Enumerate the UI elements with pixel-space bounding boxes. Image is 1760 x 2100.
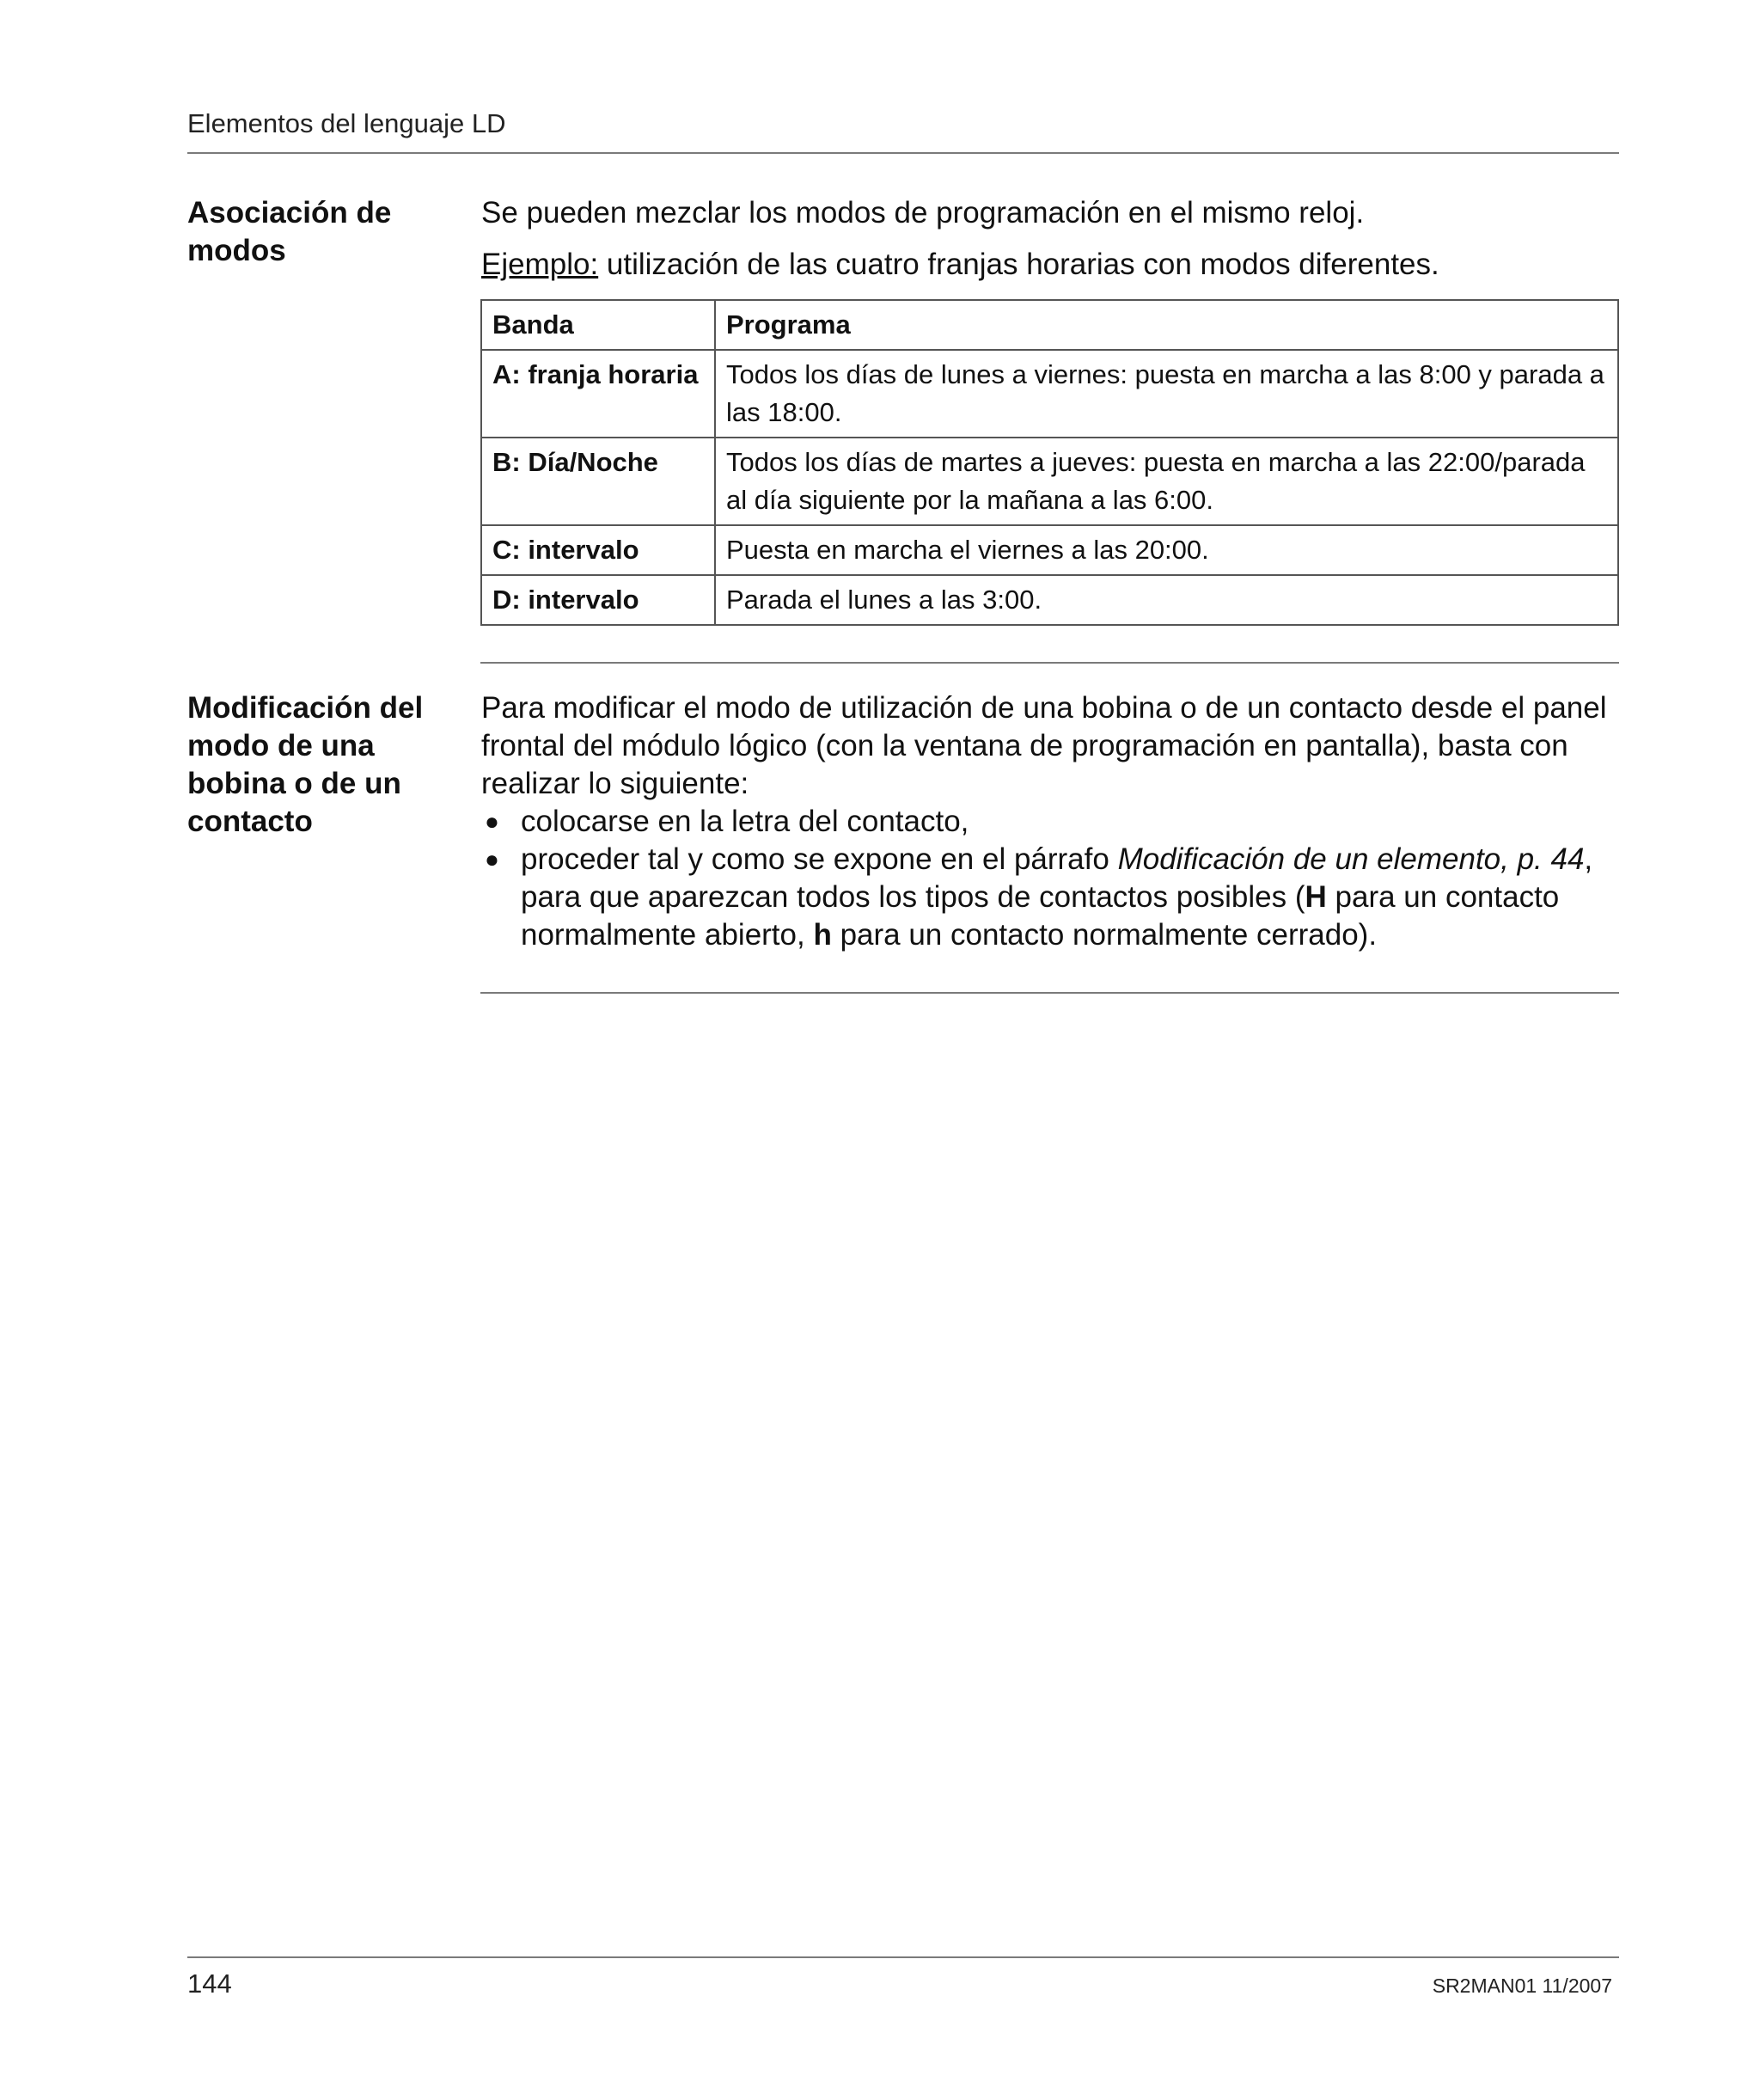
band-cell: B: Día/Noche: [481, 438, 715, 525]
bullet-icon: ●: [485, 846, 499, 872]
closed-contact-symbol: h: [813, 918, 832, 952]
step-text: para un contacto normalmente cerrado).: [831, 918, 1378, 952]
heading-line: contacto: [187, 805, 313, 838]
band-cell: C: intervalo: [481, 525, 715, 575]
program-cell: Todos los días de lunes a viernes: puesta en marcha a las 8:00 y parada a las 18:00.: [715, 350, 1618, 438]
list-item: [481, 841, 1619, 954]
section-divider: [480, 662, 1619, 664]
column-header-program: Programa: [715, 300, 1618, 350]
program-cell: Puesta en marcha el viernes a las 20:00.: [715, 525, 1618, 575]
table-header-row: [481, 300, 1618, 350]
program-cell: Todos los días de martes a jueves: puesta en marcha a las 22:00/parada al día siguiente por la mañana a las 6:00.: [715, 438, 1618, 525]
heading-line: Modificación del: [187, 691, 424, 725]
table-row: [481, 525, 1618, 575]
heading-line: modo de una: [187, 729, 375, 762]
section-divider: [480, 992, 1619, 994]
page-number: 144: [187, 1968, 232, 1999]
header-rule: [187, 152, 1619, 154]
document-code: SR2MAN01 11/2007: [1432, 1974, 1612, 1997]
program-cell: Parada el lunes a las 3:00.: [715, 575, 1618, 625]
step-text: , para que aparezcan todos los tipos de contactos posibles (: [521, 842, 1593, 914]
band-cell: D: intervalo: [481, 575, 715, 625]
running-title: Elementos del lenguaje LD: [187, 108, 506, 138]
example-paragraph: [481, 246, 1619, 284]
table-row: [481, 438, 1618, 525]
cross-reference: Modificación de un elemento, p. 44: [1117, 842, 1585, 876]
heading-line: modos: [187, 234, 286, 267]
column-header-band: Banda: [481, 300, 715, 350]
intro-paragraph: Se pueden mezclar los modos de programación en el mismo reloj.: [481, 196, 1365, 230]
list-item: [481, 803, 1619, 841]
example-label: Ejemplo:: [481, 248, 599, 281]
section-heading-association: [187, 194, 445, 270]
step-text: para un contacto normalmente abierto,: [521, 880, 1560, 952]
step-text: colocarse en la letra del contacto,: [521, 805, 969, 838]
example-text: utilización de las cuatro franjas horarias con modos diferentes.: [598, 248, 1439, 281]
steps-list: [481, 803, 1619, 954]
table-row: [481, 350, 1618, 438]
modification-body: [481, 689, 1619, 954]
bullet-icon: ●: [485, 808, 499, 835]
heading-line: bobina o de un: [187, 767, 401, 800]
heading-line: Asociación de: [187, 196, 392, 230]
bands-table: [480, 299, 1619, 626]
association-intro: [481, 194, 1619, 284]
table-row: [481, 575, 1618, 625]
open-contact-symbol: H: [1305, 880, 1327, 914]
footer-rule: [187, 1956, 1619, 1958]
step-text: proceder tal y como se expone en el párrafo: [521, 842, 1118, 876]
band-cell: A: franja horaria: [481, 350, 715, 438]
section-heading-modification: [187, 689, 445, 841]
modification-paragraph: Para modificar el modo de utilización de una bobina o de un contacto desde el panel frontal del módulo lógico (con la ventana de programación en pantalla), basta con realizar lo siguiente:: [481, 691, 1607, 800]
